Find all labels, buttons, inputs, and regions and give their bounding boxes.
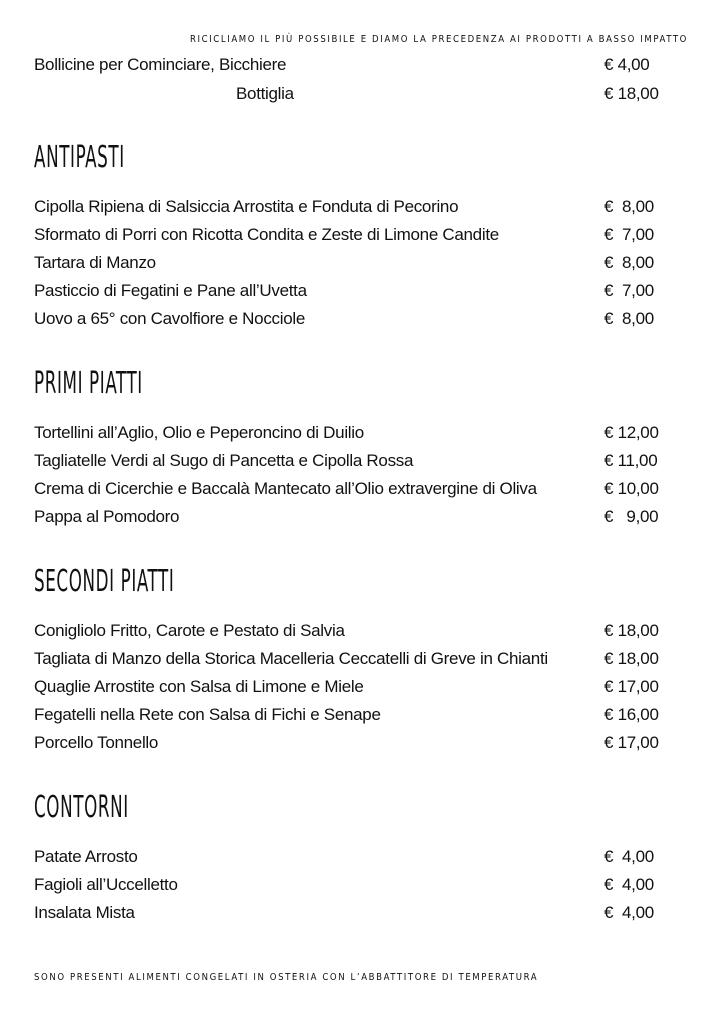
item-price: € 4,00 xyxy=(604,875,654,894)
top-note: RICICLIAMO IL PIÙ POSSIBILE E DIAMO LA PRECEDENZA AI PRODOTTI A BASSO IMPATTO xyxy=(189,34,688,45)
menu-item xyxy=(34,195,664,219)
menu-item xyxy=(34,251,664,275)
menu-item xyxy=(34,901,664,925)
menu-item xyxy=(34,279,664,303)
item-name: Bollicine per Cominciare, Bicchiere xyxy=(34,55,287,74)
item-price: € 4,00 xyxy=(604,903,654,922)
menu-item xyxy=(34,307,664,331)
item-name: Bottiglia xyxy=(236,84,294,103)
item-price: € 8,00 xyxy=(604,197,654,216)
item-price: € 4,00 xyxy=(604,55,650,74)
menu-item xyxy=(34,675,664,699)
item-name: Quaglie Arrostite con Salsa di Limone e Miele xyxy=(34,677,364,696)
item-price: € 4,00 xyxy=(604,847,654,866)
item-name: Tagliatelle Verdi al Sugo di Pancetta e Cipolla Rossa xyxy=(34,451,414,470)
item-name: Uovo a 65° con Cavolfiore e Nocciole xyxy=(34,309,305,328)
item-name: Fagioli all’Uccelletto xyxy=(34,875,178,894)
item-price: € 7,00 xyxy=(604,225,654,244)
menu-item xyxy=(34,845,664,869)
item-price: € 12,00 xyxy=(604,423,659,442)
menu-item xyxy=(34,449,664,473)
item-name: Crema di Cicerchie e Baccalà Mantecato all’Olio extravergine di Oliva xyxy=(34,479,537,498)
item-name: Tortellini all’Aglio, Olio e Peperoncino di Duilio xyxy=(34,423,364,442)
section-title-secondi: SECONDI PIATTI xyxy=(34,564,175,599)
item-price: € 11,00 xyxy=(604,451,658,470)
item-name: Fegatelli nella Rete con Salsa di Fichi e Senape xyxy=(34,705,381,724)
section-title-antipasti: ANTIPASTI xyxy=(34,140,125,175)
item-name: Pasticcio di Fegatini e Pane all’Uvetta xyxy=(34,281,307,300)
menu-item-bollicine-bottle xyxy=(34,82,664,106)
menu-item xyxy=(34,421,664,445)
item-price: € 18,00 xyxy=(604,649,659,668)
item-price: € 17,00 xyxy=(604,677,659,696)
bottom-note: SONO PRESENTI ALIMENTI CONGELATI IN OSTERIA CON L’ABBATTITORE DI TEMPERATURA xyxy=(34,972,539,983)
item-name: Sformato di Porri con Ricotta Condita e Zeste di Limone Candite xyxy=(34,225,499,244)
item-price: € 9,00 xyxy=(604,507,659,526)
menu-item xyxy=(34,619,664,643)
item-name: Conigliolo Fritto, Carote e Pestato di Salvia xyxy=(34,621,345,640)
menu-item xyxy=(34,505,664,529)
item-price: € 18,00 xyxy=(604,84,659,103)
item-price: € 18,00 xyxy=(604,621,659,640)
menu-item xyxy=(34,223,664,247)
menu-item xyxy=(34,703,664,727)
item-price: € 16,00 xyxy=(604,705,659,724)
section-title-primi: PRIMI PIATTI xyxy=(34,366,143,401)
item-name: Cipolla Ripiena di Salsiccia Arrostita e Fonduta di Pecorino xyxy=(34,197,459,216)
item-name: Insalata Mista xyxy=(34,903,135,922)
item-name: Tartara di Manzo xyxy=(34,253,156,272)
section-title-contorni: CONTORNI xyxy=(34,790,129,825)
menu-item xyxy=(34,647,664,671)
menu-item xyxy=(34,873,664,897)
item-price: € 8,00 xyxy=(604,253,654,272)
menu-item xyxy=(34,477,664,501)
item-price: € 10,00 xyxy=(604,479,659,498)
menu-item-bollicine-glass xyxy=(34,53,664,77)
item-price: € 8,00 xyxy=(604,309,654,328)
menu-item xyxy=(34,731,664,755)
item-price: € 17,00 xyxy=(604,733,659,752)
item-name: Tagliata di Manzo della Storica Macelleria Ceccatelli di Greve in Chianti xyxy=(34,649,548,668)
item-name: Pappa al Pomodoro xyxy=(34,507,180,526)
item-price: € 7,00 xyxy=(604,281,654,300)
item-name: Porcello Tonnello xyxy=(34,733,159,752)
item-name: Patate Arrosto xyxy=(34,847,138,866)
